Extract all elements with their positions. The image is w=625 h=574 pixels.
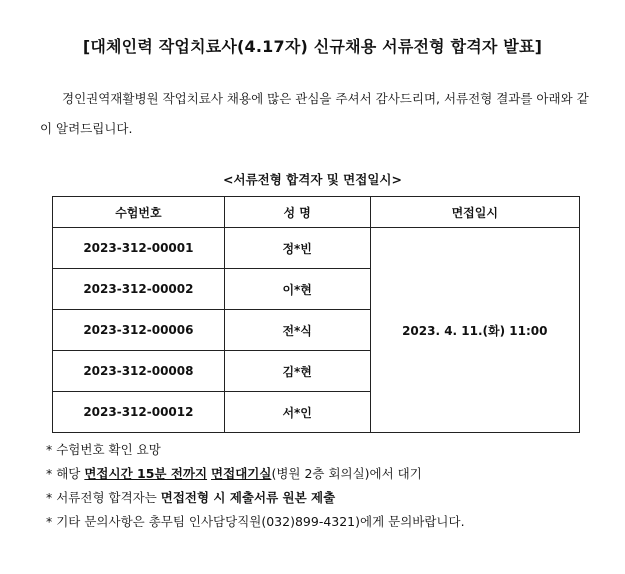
applicant-name-cell: 김*현 bbox=[224, 351, 370, 392]
exam-number-cell: 2023-312-00008 bbox=[53, 351, 225, 392]
exam-number-cell: 2023-312-00001 bbox=[53, 228, 225, 269]
exam-number-cell: 2023-312-00002 bbox=[53, 269, 225, 310]
note-emphasis-time: 면접시간 15분 전까지 bbox=[84, 466, 208, 481]
note-contact: * 기타 문의사항은 총무팀 인사담당직원(032)899-4321)에게 문의바랍니다. bbox=[46, 514, 465, 529]
header-interview-datetime: 면접일시 bbox=[370, 197, 579, 228]
note-waiting-room bbox=[46, 462, 465, 486]
applicant-name-cell: 이*현 bbox=[224, 269, 370, 310]
note-emphasis-room: 면접대기실 bbox=[211, 466, 272, 481]
table-header-row bbox=[53, 197, 580, 228]
table-row bbox=[53, 228, 580, 269]
header-name: 성 명 bbox=[224, 197, 370, 228]
notes-list bbox=[46, 438, 465, 534]
table-caption: <서류전형 합격자 및 면접일시> bbox=[223, 172, 402, 187]
intro-paragraph: 경인권역재활병원 작업치료사 채용에 많은 관심을 주셔서 감사드리며, 서류전형 결과를 아래와 같이 알려드립니다. bbox=[40, 91, 589, 136]
applicant-name-cell: 정*빈 bbox=[224, 228, 370, 269]
note-documents bbox=[46, 486, 465, 510]
note-emphasis-documents: 면접전형 시 제출서류 원본 제출 bbox=[160, 490, 336, 505]
note-text: * 서류전형 합격자는 bbox=[46, 490, 161, 505]
exam-number-cell: 2023-312-00006 bbox=[53, 310, 225, 351]
note-check-number: * 수험번호 확인 요망 bbox=[46, 442, 161, 457]
page-title: [대체인력 작업치료사(4.17자) 신규채용 서류전형 합격자 발표] bbox=[82, 37, 543, 56]
interview-datetime-cell: 2023. 4. 11.(화) 11:00 bbox=[370, 228, 579, 433]
header-exam-number: 수험번호 bbox=[53, 197, 225, 228]
applicant-name-cell: 서*인 bbox=[224, 392, 370, 433]
applicant-name-cell: 전*식 bbox=[224, 310, 370, 351]
note-text: (병원 2층 회의실)에서 대기 bbox=[271, 466, 422, 481]
applicant-table bbox=[52, 196, 580, 433]
note-text: * 해당 bbox=[46, 466, 85, 481]
exam-number-cell: 2023-312-00012 bbox=[53, 392, 225, 433]
